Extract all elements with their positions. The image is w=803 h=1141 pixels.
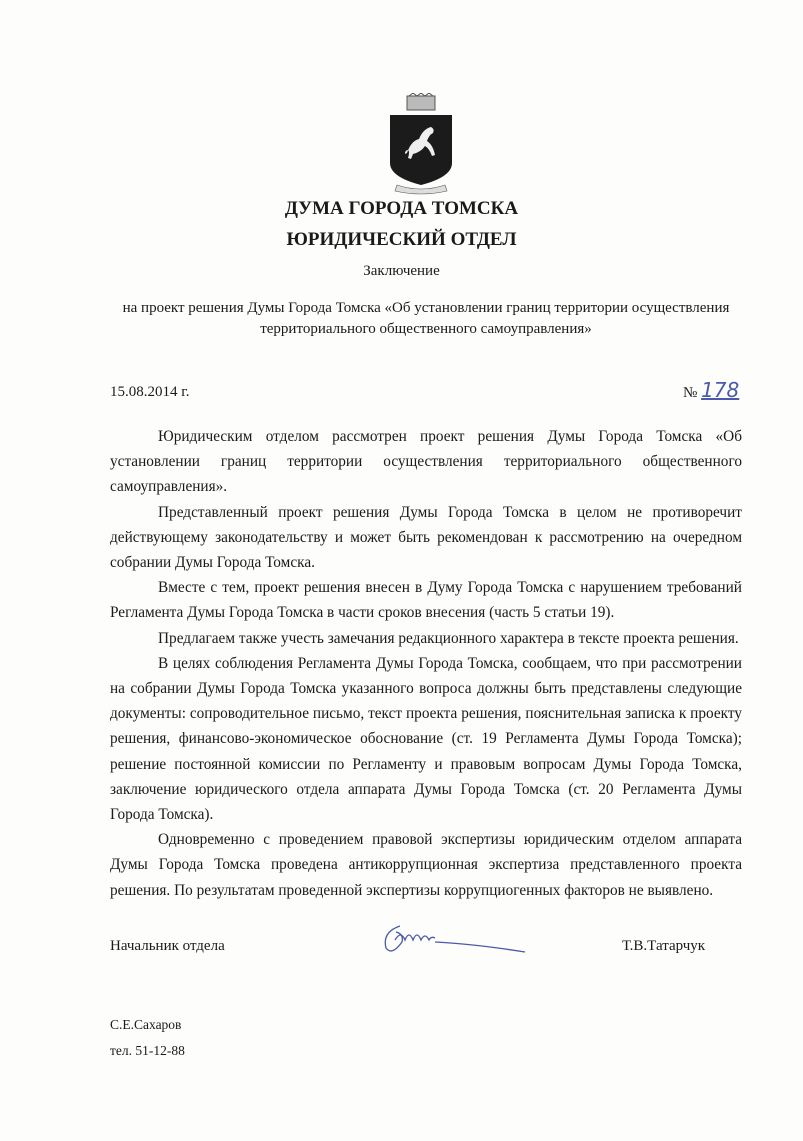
paragraph: В целях соблюдения Регламента Думы Города Томска, сообщаем, что при рассмотрении на собрании Думы Города Томска указанного вопроса должны быть представлены следующие документы: сопроводительное письмо, текст проекта решения, пояснительная записка к проекту решения, финансово-экономическое обоснование (ст. 19 Регламента Думы Города Томска); решение постоянной комиссии по Регламенту и правовым вопросам Думы Города Томска, заключение юридического отдела аппарата Думы Города Томска (ст. 20 Регламента Думы Города Томска). [110,654,742,824]
number-value: 178 [701,378,740,402]
number-label: № [683,385,698,401]
doc-date: 15.08.2014 г. [110,384,190,400]
signer-position: Начальник отдела [110,938,225,954]
paragraph: Предлагаем также учесть замечания редакционного характера в тексте проекта решения. [158,629,739,647]
signer-name: Т.В.Татарчук [622,938,706,954]
paragraph: Юридическим отделом рассмотрен проект решения Думы Города Томска «Об установлении границ территории осуществления территориального общественного самоуправления». [110,428,742,496]
doc-type: Заключение [363,263,440,279]
doc-body [110,424,742,903]
paragraph: Одновременно с проведением правовой экспертизы юридическим отделом аппарата Думы Города Томска проведена антикоррупционная экспертиза представленного проекта решения. По результатам проведенной экспертизы коррупциогенных факторов не выявлено. [110,831,742,899]
department-title: ЮРИДИЧЕСКИЙ ОТДЕЛ [286,229,517,250]
handwritten-signature [375,918,535,968]
executor-name: С.Е.Сахаров [110,1017,182,1032]
paragraph: Представленный проект решения Думы Города Томска в целом не противоречит действующему законодательству и может быть рекомендован к рассмотрению на очередном собрании Думы Города Томска. [110,503,742,572]
org-title: ДУМА ГОРОДА ТОМСКА [284,198,519,219]
city-emblem [385,93,457,195]
doc-number [683,378,739,402]
executor-phone: тел. 51-12-88 [110,1043,185,1058]
doc-subject: на проект решения Думы Города Томска «Об установлении границ территории осуществления территориального общественного самоуправления» [122,300,730,337]
paragraph: Вместе с тем, проект решения внесен в Думу Города Томска с нарушением требований Регламента Думы Города Томска в части сроков внесения (часть 5 статьи 19). [110,579,742,622]
